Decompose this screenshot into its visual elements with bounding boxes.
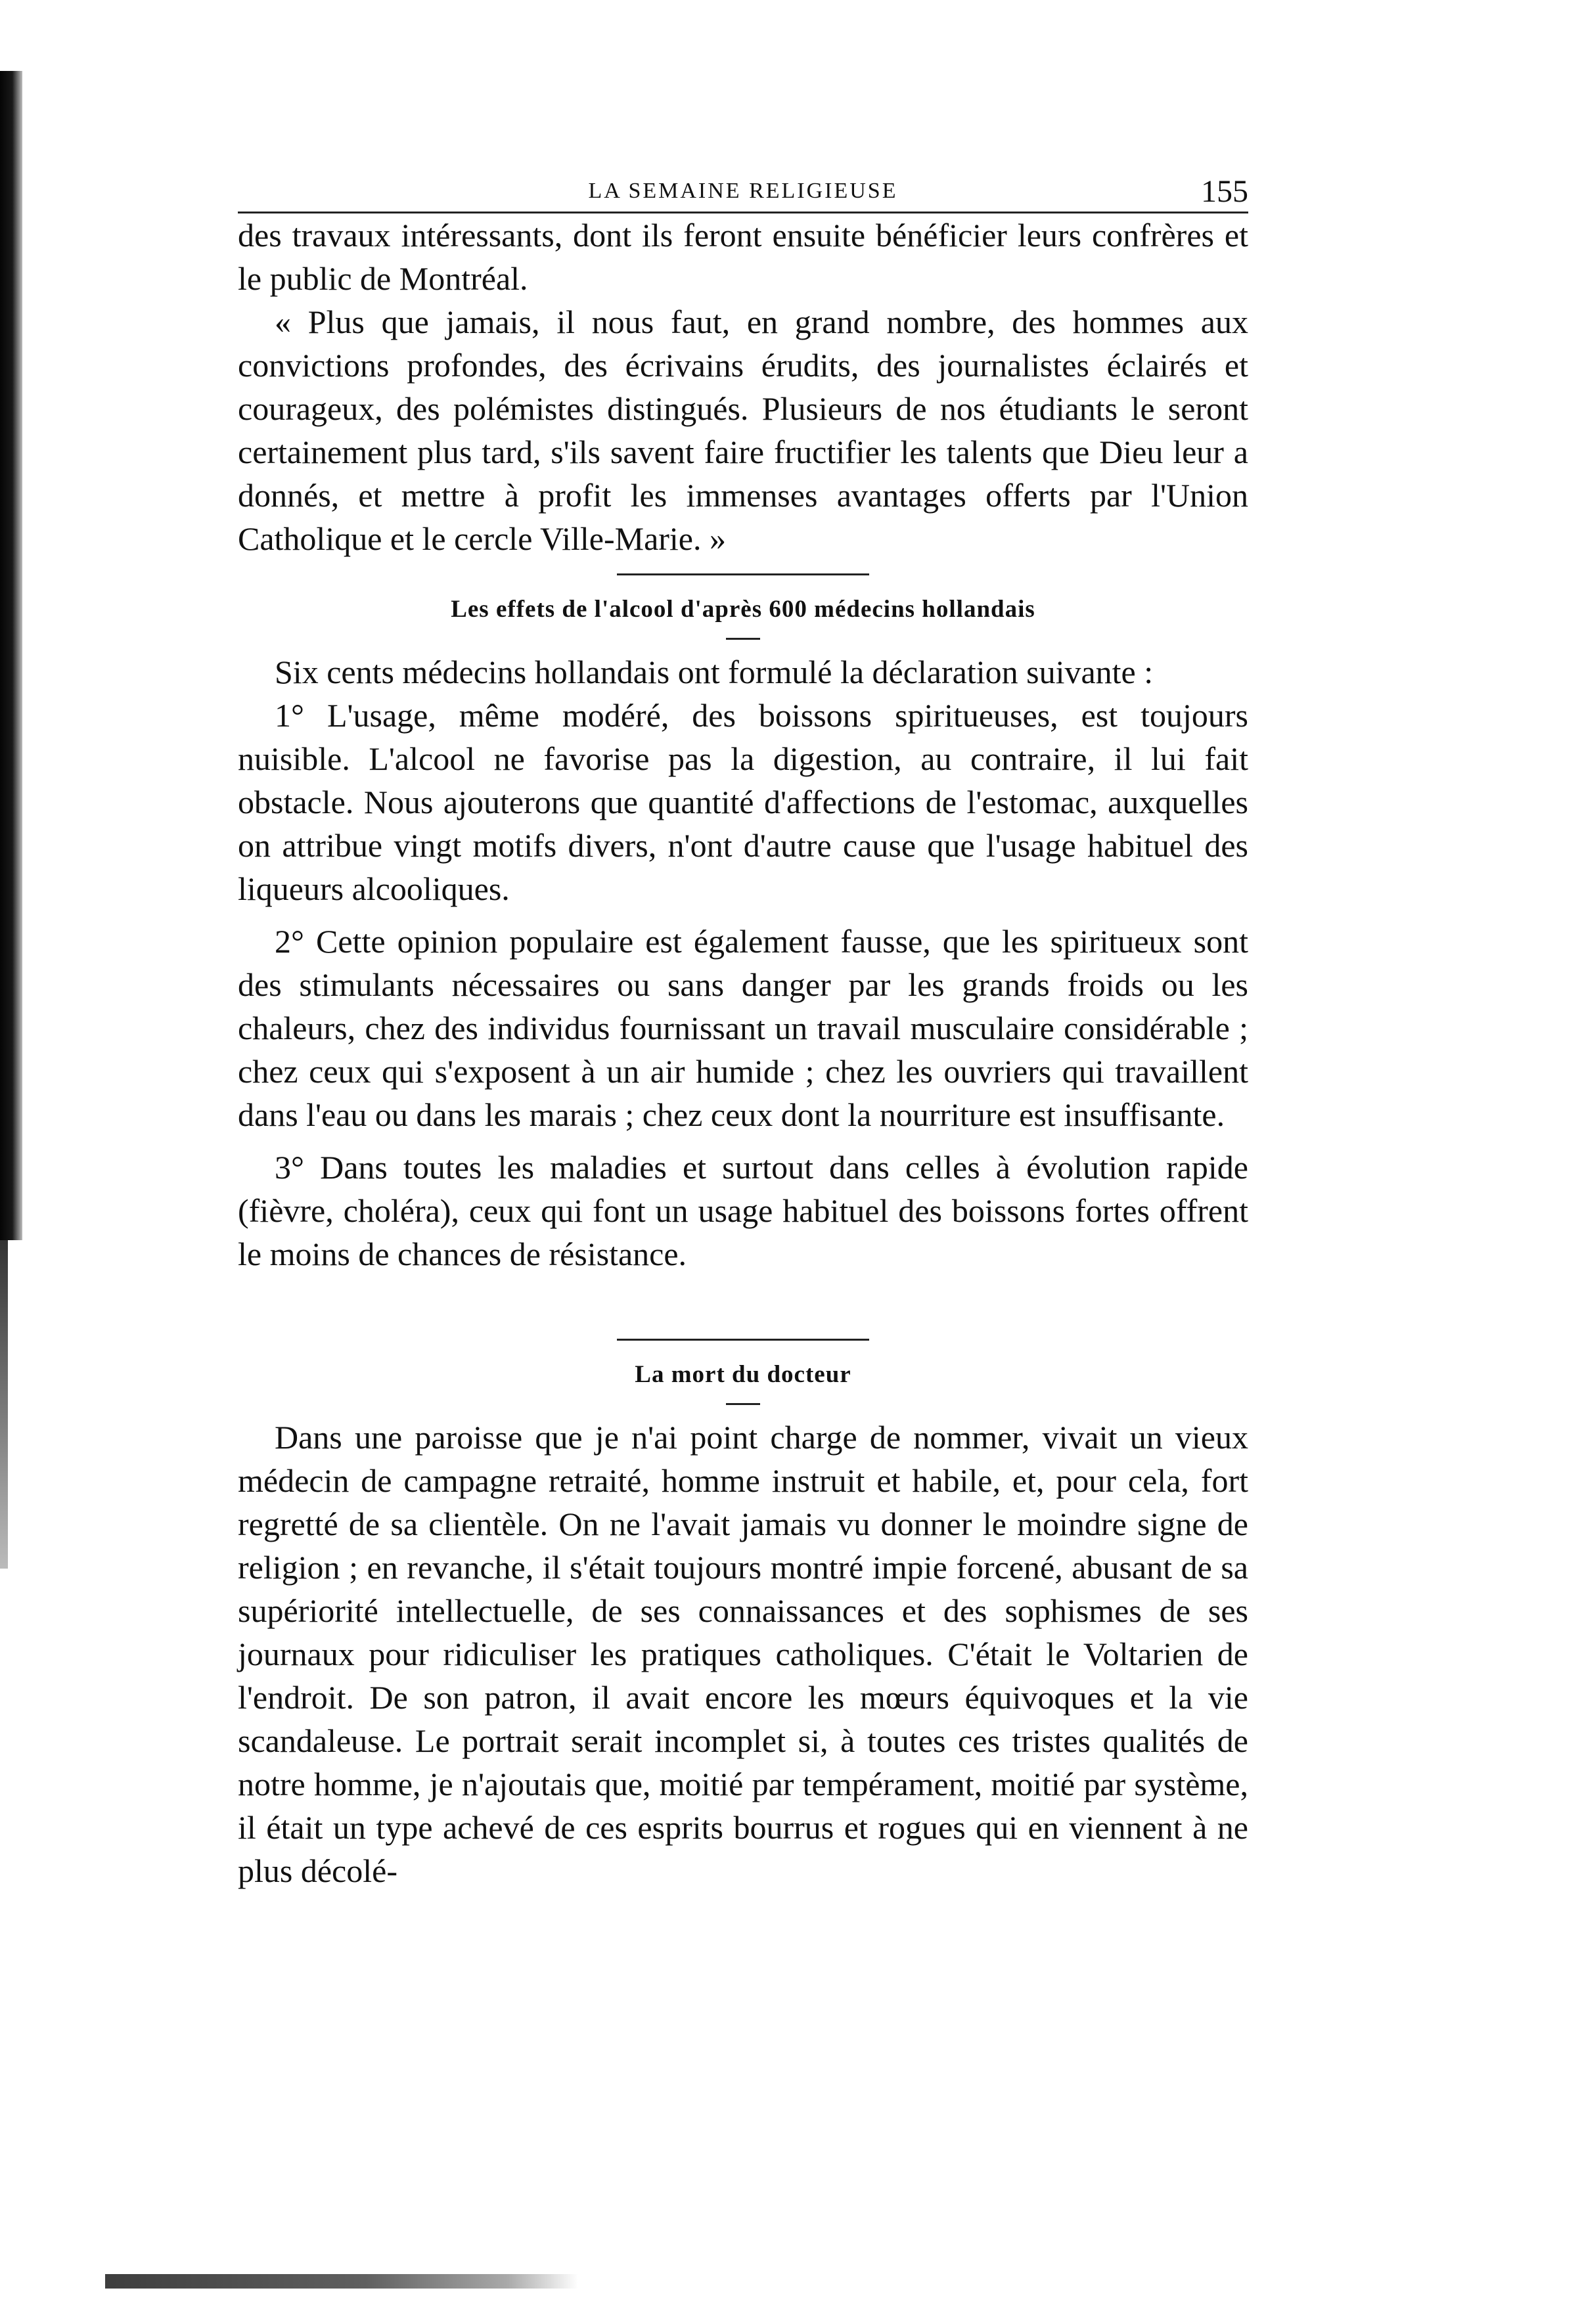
- intro-paragraph-1: des travaux intéressants, dont ils feront ensuite bénéficier leurs confrères et le public de Montréal.: [238, 217, 1248, 297]
- running-head-title: LA SEMAINE RELIGIEUSE: [588, 179, 898, 203]
- section-title-docteur: La mort du docteur: [635, 1361, 851, 1388]
- scan-edge-left: [0, 71, 22, 1240]
- title-dash: [726, 1403, 760, 1405]
- page-number: 155: [1201, 174, 1248, 209]
- scan-edge-bottom: [105, 2274, 578, 2289]
- docteur-paragraph: Dans une paroisse que je n'ai point charge de nommer, vivait un vieux médecin de campagne retraité, homme instruit et habile, et, pour cela, fort regretté de sa clientèle. On ne l'avait jamais vu donner le moindre signe de religion ; en revanche, il s'était toujours montré impie forcené, abusant de sa supériorité intellectuelle, de ses connaissances et des sophismes de ses journaux pour ridiculiser les pratiques catholiques. C'était le Voltarien de l'endroit. De son patron, il avait encore les mœurs équivoques et la vie scandaleuse. Le portrait serait incomplet si, à toutes ces tristes qualités de notre homme, je n'ajoutais que, moitié par tempérament, moitié par système, il était un type achevé de ces esprits bourrus et rogues qui en viennent à ne plus décolé-: [238, 1419, 1248, 1889]
- running-head: [238, 158, 1248, 213]
- section-title-alcool: Les effets de l'alcool d'après 600 médecins hollandais: [451, 596, 1035, 623]
- title-dash: [726, 638, 760, 640]
- alcool-paragraph-intro: Six cents médecins hollandais ont formulé la déclaration suivante :: [275, 654, 1154, 690]
- page: [238, 158, 1248, 1892]
- alcool-paragraph-3: 3° Dans toutes les maladies et surtout dans celles à évolution rapide (fièvre, choléra), ceux qui font un usage habituel des boissons fortes offrent le moins de chances de résistance.: [238, 1149, 1248, 1272]
- alcool-paragraph-2: 2° Cette opinion populaire est également fausse, que les spiritueux sont des stimulants nécessaires ou sans danger par les grands froids ou les chaleurs, chez des individus fournissant un travail musculaire considérable ; chez ceux qui s'exposent à un air humide ; chez les ouvriers qui travaillent dans l'eau ou dans les marais ; chez ceux dont la nourriture est insuffisante.: [238, 923, 1248, 1133]
- scan-edge-left-lower: [0, 1240, 8, 1569]
- intro-paragraph-2: « Plus que jamais, il nous faut, en grand nombre, des hommes aux convictions profondes, des écrivains érudits, des journalistes éclairés et courageux, des polémistes distingués. Plusieurs de nos étudiants le seront certainement plus tard, s'ils savent faire fructifier les talents que Dieu leur a donnés, et mettre à profit les immenses avantages offerts par l'Union Catholique et le cercle Ville-Marie. »: [238, 303, 1248, 557]
- section-divider: [617, 1339, 869, 1341]
- alcool-paragraph-1: 1° L'usage, même modéré, des boissons spiritueuses, est toujours nuisible. L'alcool ne favorise pas la digestion, au contraire, il lui fait obstacle. Nous ajouterons que quantité d'affections de l'estomac, auxquelles on attribue vingt motifs divers, n'ont d'autre cause que l'usage habituel des liqueurs alcooliques.: [238, 697, 1248, 907]
- section-divider: [617, 573, 869, 575]
